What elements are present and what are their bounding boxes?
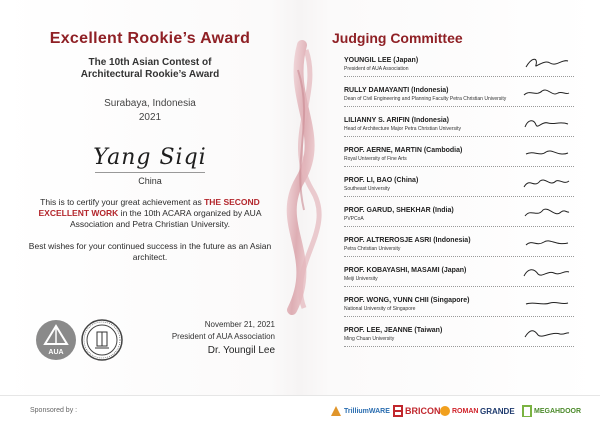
- judge-row: [344, 117, 574, 141]
- judging-committee: [322, 0, 600, 395]
- signature-stroke: [526, 151, 568, 154]
- judge-affiliation: Southeast University: [344, 186, 390, 192]
- judge-divider: [344, 226, 574, 227]
- award-title: Excellent Rookie’s Award: [49, 30, 251, 47]
- name-underline: [95, 172, 205, 173]
- judge-row: [344, 57, 574, 81]
- judge-row: [344, 237, 574, 261]
- judge-affiliation: Royal University of Fine Arts: [344, 156, 407, 162]
- sponsored-by-label: Sponsored by :: [30, 407, 78, 414]
- winner-country: China: [138, 176, 162, 186]
- judge-name: PROF. ALTREROSJE ASRI (Indonesia): [344, 237, 471, 244]
- certify-pre: This is to certify your great achievement as: [40, 197, 205, 207]
- judge-affiliation: Ming Chuan University: [344, 336, 395, 342]
- judge-divider: [344, 316, 574, 317]
- certify-post: in the 10th ACARA organized by AUA Association and Petra Christian University.: [70, 208, 262, 229]
- committee-title: Judging Committee: [332, 30, 463, 46]
- wishes-text: Best wishes for your continued success in the future as an Asian architect.: [28, 241, 272, 262]
- signature-stroke: [524, 180, 569, 187]
- sponsor-name: GRANDE: [480, 406, 515, 416]
- judge-divider: [344, 136, 574, 137]
- judge-row: [344, 177, 574, 201]
- judge-divider: [344, 286, 574, 287]
- signature-stroke: [525, 121, 568, 127]
- signatory-role: President of AUA Association: [171, 332, 275, 341]
- winner-name: Yang Siqi: [93, 145, 207, 170]
- judge-name: YOUNGIL LEE (Japan): [344, 57, 419, 64]
- judge-affiliation: Petra Christian University: [344, 246, 401, 252]
- signature-stroke: [524, 90, 569, 95]
- sponsor-logo-megahdoor: [522, 402, 581, 420]
- judge-name: LILIANNY S. ARIFIN (Indonesia): [344, 117, 450, 124]
- trillium-icon: [330, 405, 342, 417]
- location: Surabaya, Indonesia: [104, 98, 196, 109]
- sponsor-name: TrilliumWARE: [344, 407, 390, 415]
- judge-divider: [344, 346, 574, 347]
- signature-icon: [522, 145, 570, 161]
- award-rank: THE SECOND EXCELLENT WORK: [38, 197, 260, 218]
- signature-stroke: [526, 59, 568, 67]
- year: 2021: [138, 112, 162, 123]
- judge-row: [344, 207, 574, 231]
- sponsor-footer: [0, 395, 600, 425]
- signature-stroke: [526, 241, 568, 245]
- contest-line-1: The 10th Asian Contest of: [88, 57, 212, 68]
- bricon-icon: [393, 405, 403, 417]
- signature-stroke: [526, 302, 568, 304]
- sponsor-name: BRICON: [405, 406, 441, 416]
- contest-line-2: Architectural Rookie’s Award: [80, 69, 220, 80]
- judge-row: [344, 297, 574, 321]
- sponsor-logo-roman: [440, 402, 478, 420]
- judge-affiliation: Meiji University: [344, 276, 378, 282]
- judge-row: [344, 267, 574, 291]
- signature-stroke: [524, 270, 569, 276]
- certify-text: [25, 197, 275, 230]
- roman-icon: [440, 406, 450, 416]
- judge-affiliation: Dean of Civil Engineering and Planning Faculty Petra Christian University: [344, 96, 507, 102]
- sponsor-logo-bricon: [393, 402, 441, 420]
- award-section: [0, 0, 300, 395]
- aua-logo-icon: [34, 318, 78, 362]
- judge-affiliation: National University of Singapore: [344, 306, 416, 312]
- signature-stroke: [525, 209, 569, 216]
- signature-stroke: [525, 331, 569, 337]
- judge-affiliation: PVPCoA: [344, 216, 364, 222]
- judge-name: PROF. LEE, JEANNE (Taiwan): [344, 327, 443, 334]
- signature-icon: [522, 175, 570, 191]
- signature-icon: [522, 85, 570, 101]
- judge-affiliation: President of AUA Association: [344, 66, 409, 72]
- signature-date: November 21, 2021: [204, 320, 275, 329]
- judge-divider: [344, 166, 574, 167]
- judge-divider: [344, 196, 574, 197]
- judge-divider: [344, 76, 574, 77]
- judge-name: PROF. KOBAYASHI, MASAMI (Japan): [344, 267, 467, 274]
- contest-name: [0, 57, 300, 81]
- signature-icon: [522, 295, 570, 311]
- signature-icon: [522, 325, 570, 341]
- sponsor-name: MEGAHDOOR: [534, 407, 582, 415]
- sponsor-logo-grande: [480, 402, 515, 420]
- signature-icon: [522, 265, 570, 281]
- signature-icon: [522, 115, 570, 131]
- judge-row: [344, 147, 574, 171]
- judge-row: [344, 327, 574, 351]
- judge-name: PROF. AERNE, MARTIN (Cambodia): [344, 147, 463, 154]
- judge-affiliation: Head of Architecture Major Petra Christian University: [344, 126, 461, 132]
- sponsor-name: ROMAN: [452, 407, 479, 415]
- judge-divider: [344, 106, 574, 107]
- sponsor-logo-trilliumware: [330, 402, 390, 420]
- judge-name: PROF. WONG, YUNN CHII (Singapore): [344, 297, 470, 304]
- university-seal-icon: [80, 318, 124, 362]
- seal-text: AUA: [48, 349, 64, 356]
- signature-icon: [522, 235, 570, 251]
- judge-row: [344, 87, 574, 111]
- judge-name: PROF. LI, BAO (China): [344, 177, 419, 184]
- judge-name: PROF. GARUD, SHEKHAR (India): [344, 207, 454, 214]
- door-icon: [522, 405, 532, 417]
- signature-icon: [522, 205, 570, 221]
- signatory-name: Dr. Youngil Lee: [207, 345, 275, 356]
- judge-divider: [344, 256, 574, 257]
- judge-name: RULLY DAMAYANTI (Indonesia): [344, 87, 449, 94]
- signature-icon: [522, 55, 570, 71]
- seals: [34, 318, 124, 362]
